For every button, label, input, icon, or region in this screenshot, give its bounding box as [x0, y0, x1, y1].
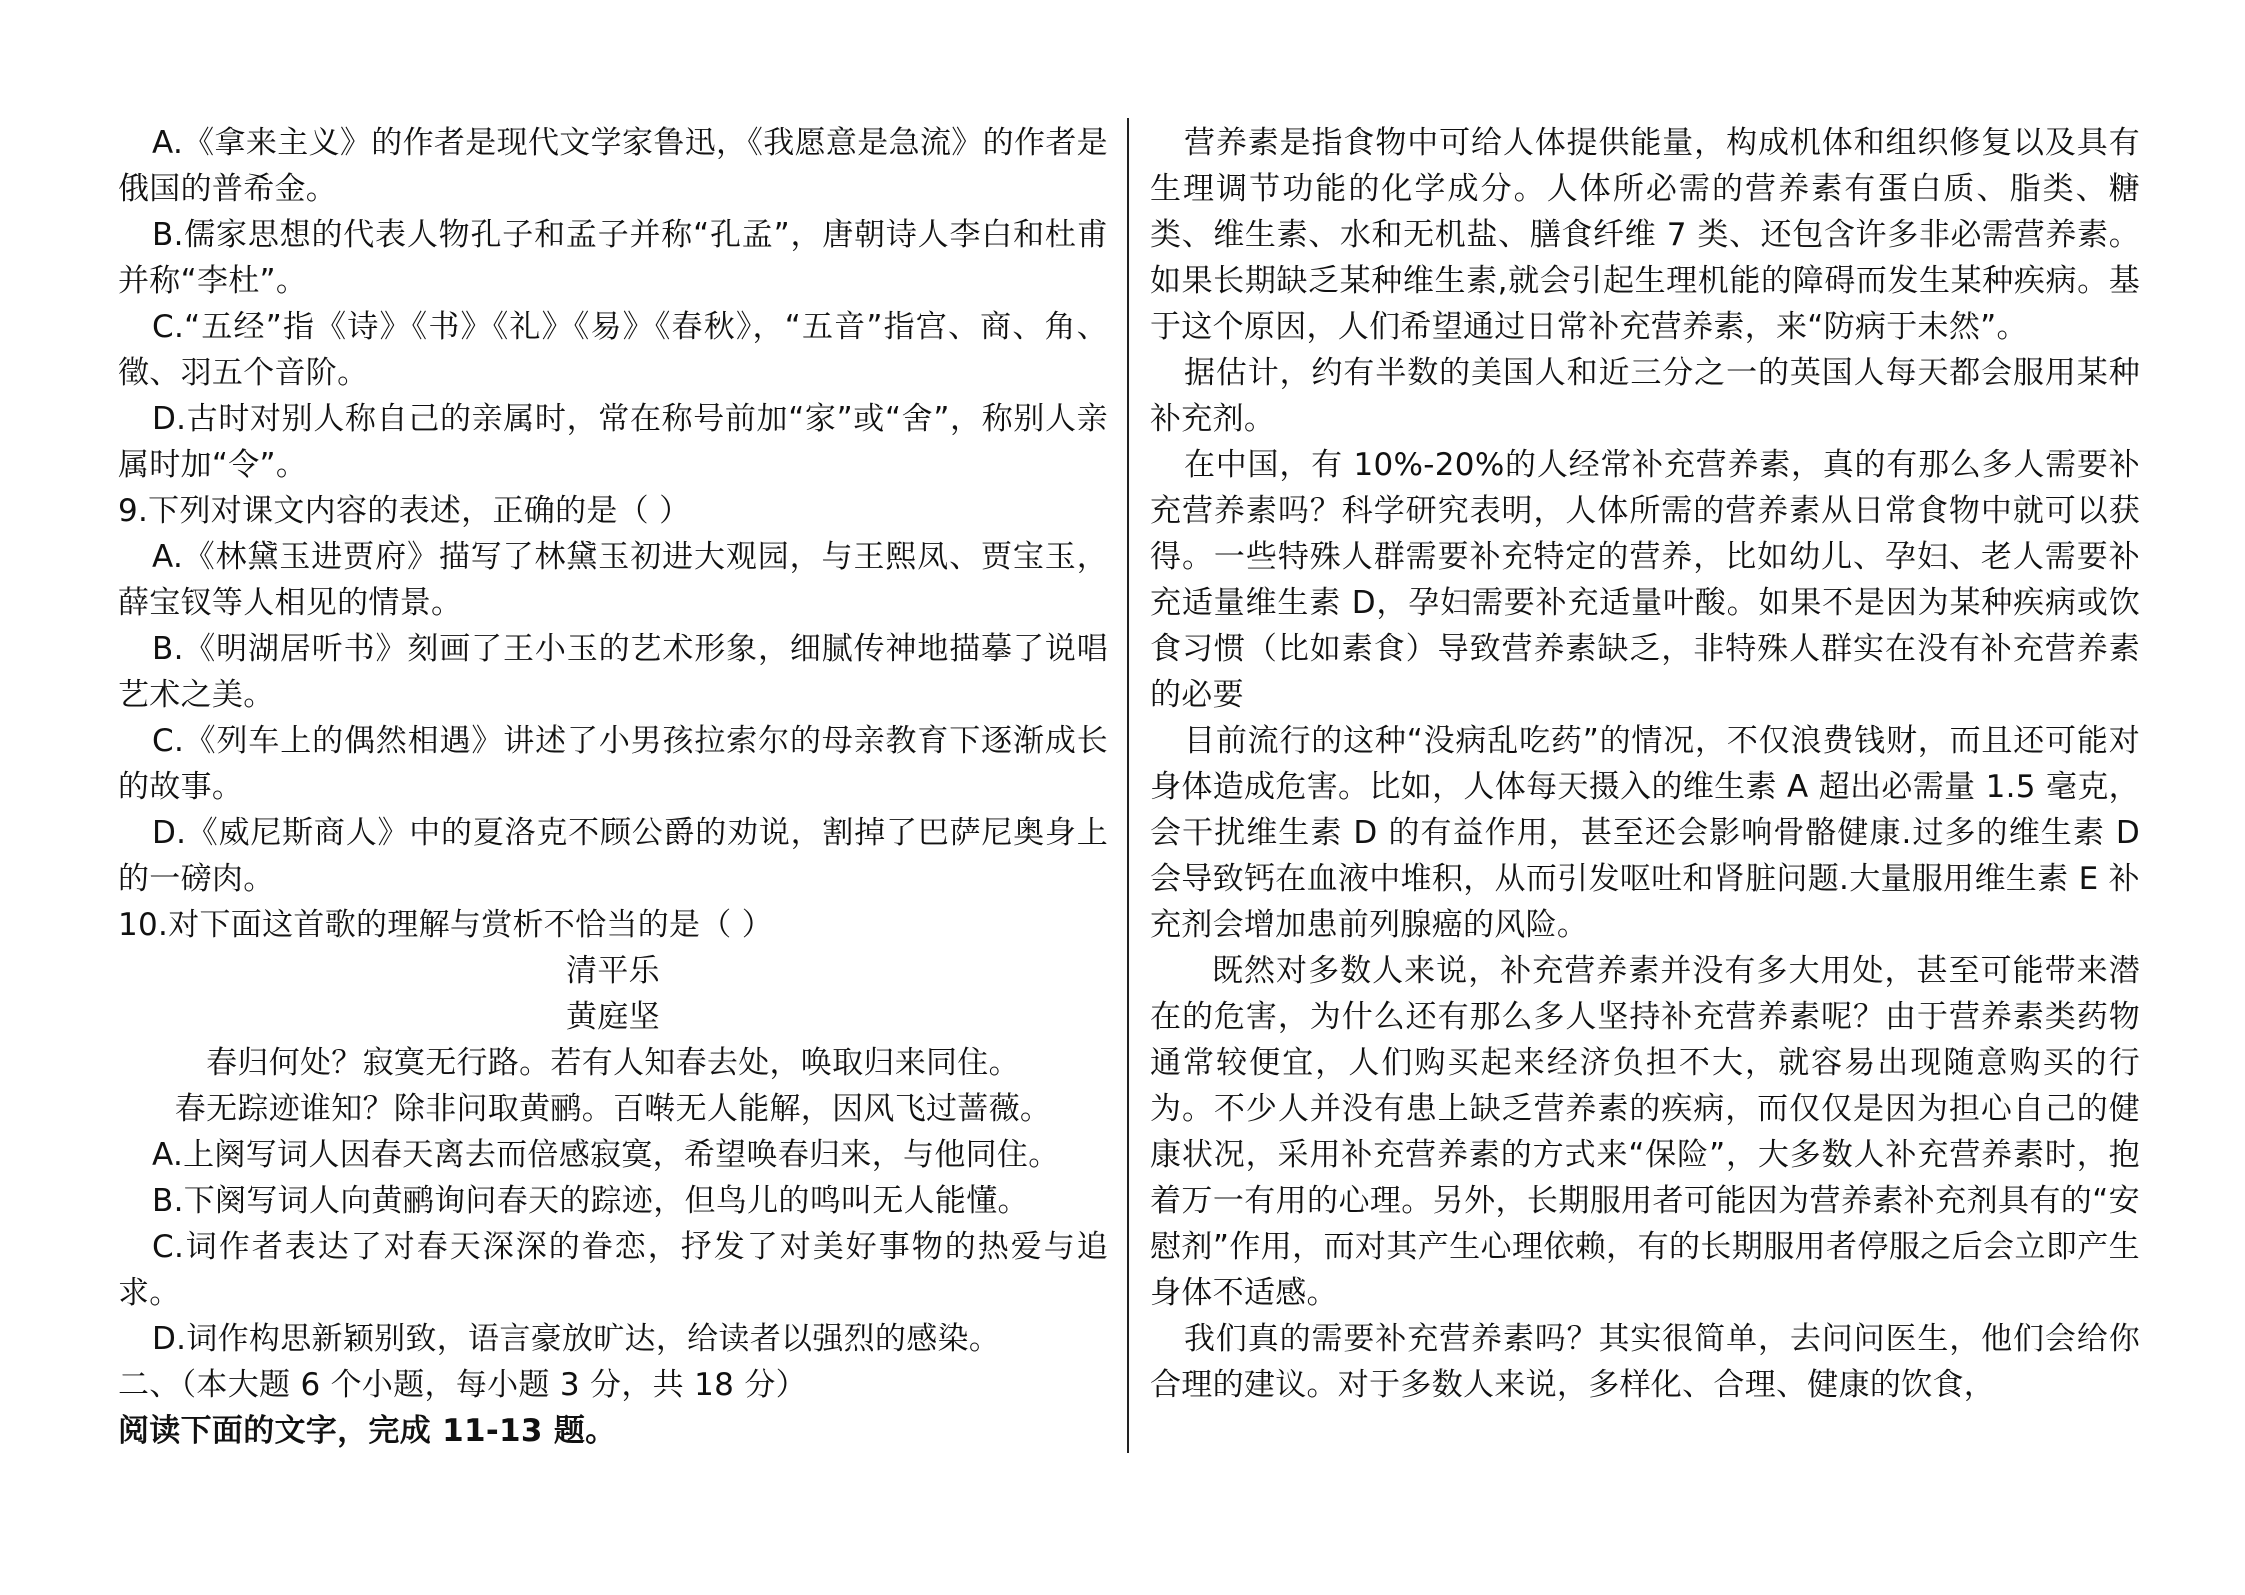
left-column — [118, 120, 1108, 1454]
q9-option-a: A.《林黛玉进贾府》描写了林黛玉初进大观园，与王熙凤、贾宝玉，薛宝钗等人相见的情景。 — [118, 539, 1108, 621]
q9-option-c: C.《列车上的偶然相遇》讲述了小男孩拉索尔的母亲教育下逐渐成长的故事。 — [118, 723, 1108, 805]
q10-stem: 10.对下面这首歌的理解与赏析不恰当的是（ ） — [118, 907, 774, 943]
poem-title: 清平乐 — [566, 953, 660, 989]
poem-line-2: 春无踪迹谁知？除非问取黄鹂。百啭无人能解，因风飞过蔷薇。 — [174, 1091, 1052, 1127]
poem-author: 黄庭坚 — [566, 999, 660, 1035]
passage-paragraph-4: 目前流行的这种“没病乱吃药”的情况，不仅浪费钱财，而且还可能对身体造成危害。比如，人体每天摄入的维生素 A 超出必需量 1.5 毫克，会干扰维生素 D 的有益作用，甚至还会影响骨骼健康.过多的维生素 D 会导致钙在血液中堆积，从而引发呕吐和肾脏问题.大量服用维生素 E 补充剂会增加患前列腺癌的风险。 — [1150, 723, 2140, 943]
passage-paragraph-1: 营养素是指食物中可给人体提供能量，构成机体和组织修复以及具有生理调节功能的化学成分。人体所必需的营养素有蛋白质、脂类、糖类、维生素、水和无机盐、膳食纤维 7 类、还包含许多非必需营养素。如果长期缺乏某种维生素,就会引起生理机能的障碍而发生某种疾病。基于这个原因，人们希望通过日常补充营养素，来“防病于未然”。 — [1150, 125, 2140, 345]
q9-stem: 9.下列对课文内容的表述，正确的是（ ） — [118, 493, 691, 529]
q10-option-d: D.词作构思新颖别致，语言豪放旷达，给读者以强烈的感染。 — [152, 1321, 1001, 1357]
passage-paragraph-2: 据估计，约有半数的美国人和近三分之一的英国人每天都会服用某种补充剂。 — [1150, 355, 2140, 437]
q9-option-d: D.《威尼斯商人》中的夏洛克不顾公爵的劝说，割掉了巴萨尼奥身上的一磅肉。 — [118, 815, 1108, 897]
passage-paragraph-5: 既然对多数人来说，补充营养素并没有多大用处，甚至可能带来潜在的危害，为什么还有那么多人坚持补充营养素呢？由于营养素类药物通常较便宜，人们购买起来经济负担不大，就容易出现随意购买的行为。不少人并没有患上缺乏营养素的疾病，而仅仅是因为担心自己的健康状况，采用补充营养素的方式来“保险”，大多数人补充营养素时，抱着万一有用的心理。另外，长期服用者可能因为营养素补充剂具有的“安慰剂”作用，而对其产生心理依赖，有的长期服用者停服之后会立即产生身体不适感。 — [1150, 953, 2140, 1311]
q8-option-c: C.“五经”指《诗》《书》《礼》《易》《春秋》，“五音”指宫、商、角、徵、羽五个音阶。 — [118, 309, 1108, 391]
q8-option-b: B.儒家思想的代表人物孔子和孟子并称“孔孟”，唐朝诗人李白和杜甫并称“李杜”。 — [118, 217, 1108, 299]
right-column — [1150, 120, 2140, 1408]
q10-option-b: B.下阕写词人向黄鹂询问春天的踪迹，但鸟儿的鸣叫无人能懂。 — [152, 1183, 1029, 1219]
q8-option-a: A.《拿来主义》的作者是现代文学家鲁迅，《我愿意是急流》的作者是俄国的普希金。 — [118, 125, 1108, 207]
passage-paragraph-3: 在中国，有 10%-20%的人经常补充营养素，真的有那么多人需要补充营养素吗？科学研究表明，人体所需的营养素从日常食物中就可以获得。一些特殊人群需要补充特定的营养，比如幼儿、孕妇、老人需要补充适量维生素 D，孕妇需要补充适量叶酸。如果不是因为某种疾病或饮食习惯（比如素食）导致营养素缺乏，非特殊人群实在没有补充营养素的必要 — [1150, 447, 2140, 713]
section2-heading: 二、（本大题 6 个小题，每小题 3 分，共 18 分） — [118, 1367, 807, 1403]
poem-line-1: 春归何处？寂寞无行路。若有人知春去处，唤取归来同住。 — [206, 1045, 1020, 1081]
q10-option-a: A.上阕写词人因春天离去而倍感寂寞，希望唤春归来，与他同住。 — [152, 1137, 1060, 1173]
column-divider — [1127, 118, 1129, 1453]
q9-option-b: B.《明湖居听书》刻画了王小玉的艺术形象，细腻传神地描摹了说唱艺术之美。 — [118, 631, 1108, 713]
q8-option-d: D.古时对别人称自己的亲属时，常在称号前加“家”或“舍”，称别人亲属时加“令”。 — [118, 401, 1108, 483]
passage-paragraph-6: 我们真的需要补充营养素吗？其实很简单，去问问医生，他们会给你合理的建议。对于多数人来说，多样化、合理、健康的饮食， — [1150, 1321, 2140, 1403]
reading-instruction: 阅读下面的文字，完成 11-13 题。 — [118, 1413, 617, 1449]
q10-option-c: C.词作者表达了对春天深深的眷恋，抒发了对美好事物的热爱与追求。 — [118, 1229, 1108, 1311]
